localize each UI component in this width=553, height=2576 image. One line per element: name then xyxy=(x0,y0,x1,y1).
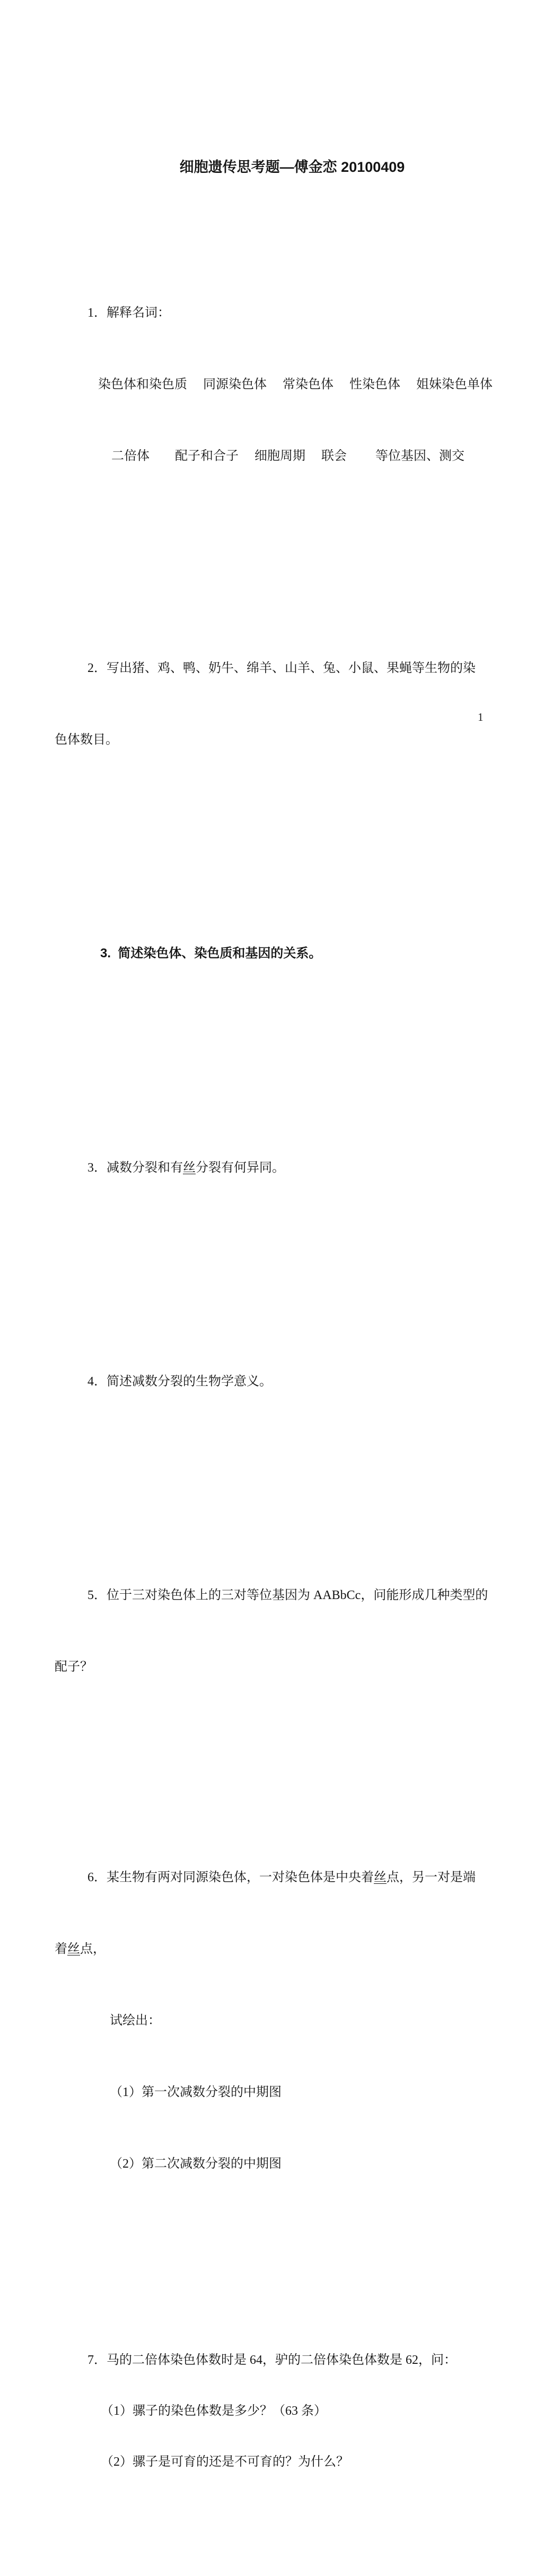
question-7-line-1: 7．马的二倍体染色体数时是 64，驴的二倍体染色体数是 62，问： xyxy=(87,2353,457,2367)
question-6-line-2 xyxy=(55,1937,500,1961)
question-1-terms-line-2: 二倍体 配子和合子 细胞周期 联会 等位基因、测交 xyxy=(111,449,464,463)
question-3-seg-2: 分裂有何异同。 xyxy=(196,1161,285,1175)
document-body xyxy=(55,85,500,2576)
question-6-line-2-underlined-char: 丝 xyxy=(67,1942,80,1956)
question-6-sub-1: （1）第一次减数分裂的中期图 xyxy=(110,2085,282,2099)
question-3-underlined-char: 丝 xyxy=(183,1161,196,1175)
question-6 xyxy=(55,1818,500,2224)
question-3-seg-1: 3．减数分裂和有 xyxy=(87,1161,183,1175)
question-6-sub-intro: 试绘出： xyxy=(110,2014,161,2028)
question-3-bold xyxy=(55,894,500,1013)
question-5-line-2: 配子？ xyxy=(55,1660,93,1674)
page-number: 1 xyxy=(478,711,484,723)
question-2 xyxy=(55,609,500,800)
document-title: 细胞遗传思考题—傅金恋 20100409 xyxy=(179,159,405,175)
question-7 xyxy=(55,2318,500,2504)
question-1-label: 1．解释名词： xyxy=(87,306,170,320)
question-6-line-1-seg-2: 点，另一对是端 xyxy=(387,1871,476,1884)
question-7-sub-2: （2）骡子是可育的还是不可育的？为什么？ xyxy=(101,2455,349,2469)
question-6-line-1 xyxy=(55,1866,500,1890)
question-7-sub-1: （1）骡子的染色体数是多少？（63 条） xyxy=(101,2404,327,2418)
question-1-terms-line-1: 染色体和染色质 同源染色体 常染色体 性染色体 姐妹染色单体 xyxy=(98,378,493,391)
question-6-line-1-seg-1: 6．某生物有两对同源染色体，一对染色体是中央着 xyxy=(87,1871,374,1884)
question-6-line-1-underlined-char: 丝 xyxy=(374,1871,387,1884)
question-6-line-2-seg-1: 着 xyxy=(55,1942,67,1956)
question-2-line-1: 2．写出猪、鸡、鸭、奶牛、绵羊、山羊、兔、小鼠、果蝇等生物的染 xyxy=(87,661,476,675)
question-3-line xyxy=(55,1156,500,1180)
question-3-bold-text: 3. 简述染色体、染色质和基因的关系。 xyxy=(100,946,322,960)
question-3 xyxy=(55,1108,500,1228)
question-5 xyxy=(55,1536,500,1727)
question-5-line-1: 5．位于三对染色体上的三对等位基因为 AABbCc，问能形成几种类型的 xyxy=(87,1588,488,1602)
question-2-line-2: 色体数目。 xyxy=(55,733,118,747)
question-4-line: 4．简述减数分裂的生物学意义。 xyxy=(87,1375,272,1389)
question-6-line-2-seg-2: 点， xyxy=(80,1942,106,1956)
question-4 xyxy=(55,1322,500,1442)
question-6-sub-2: （2）第二次减数分裂的中期图 xyxy=(110,2157,282,2171)
question-1 xyxy=(55,254,500,516)
